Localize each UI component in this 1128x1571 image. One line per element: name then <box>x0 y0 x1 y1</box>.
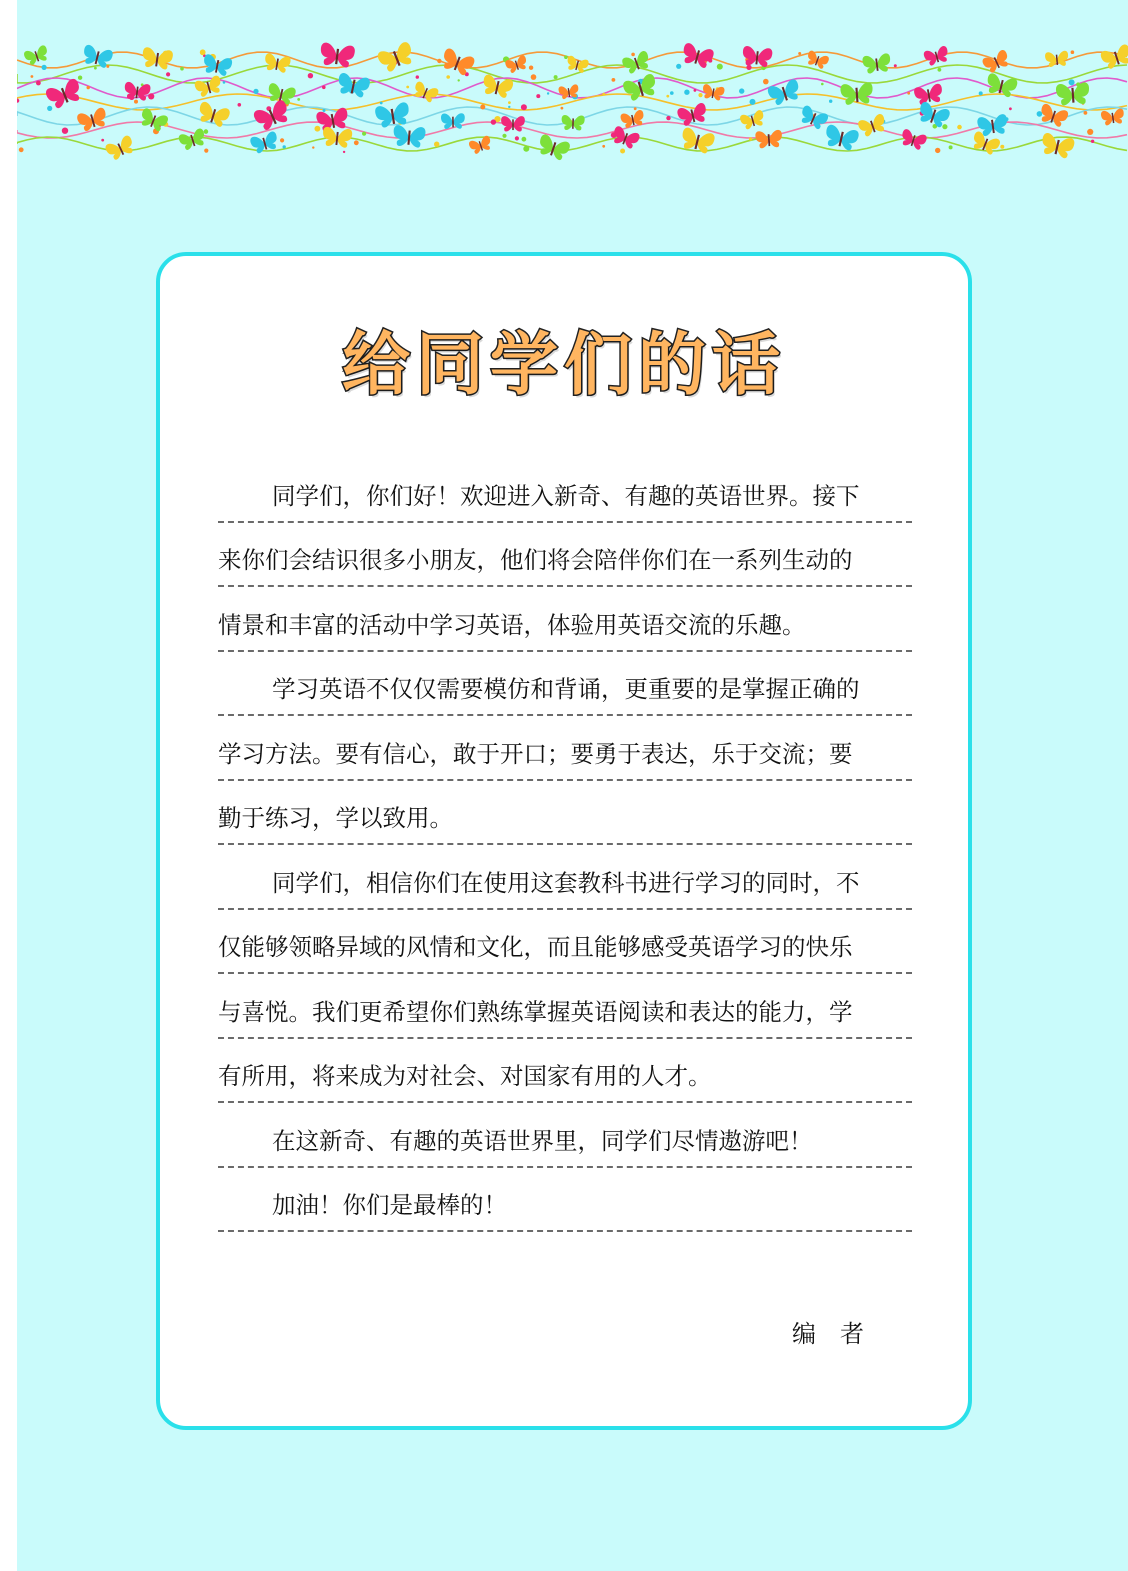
banner-dot <box>634 107 637 110</box>
banner-dot <box>935 148 940 153</box>
letter-line <box>218 716 912 781</box>
butterfly-icon <box>561 115 585 131</box>
line-text: 来你们会结识很多小朋友，他们将会陪伴你们在一系列生动的 <box>218 546 853 574</box>
banner-dot <box>938 68 942 72</box>
butterfly-icon <box>376 41 416 74</box>
butterfly-icon <box>755 130 783 149</box>
banner-dot <box>283 145 286 148</box>
banner-dot <box>750 99 756 105</box>
line-text: 在这新奇、有趣的英语世界里，同学们尽情遨游吧！ <box>272 1126 813 1155</box>
banner-dot <box>949 145 953 149</box>
banner-dot <box>676 64 681 69</box>
banner-dot <box>1087 129 1093 135</box>
banner-dot <box>312 146 314 148</box>
banner-dot <box>508 106 510 108</box>
butterfly-icon <box>138 107 169 133</box>
butterfly-icon <box>141 47 174 71</box>
banner-dot <box>798 52 801 55</box>
banner-dot <box>502 134 506 138</box>
line-text: 学习英语不仅仅需要模仿和背诵，更重要的是掌握正确的 <box>272 675 860 703</box>
banner-dot <box>134 100 138 104</box>
butterfly-icon <box>1045 50 1069 67</box>
banner-dot <box>380 102 383 105</box>
banner-dot <box>280 138 284 142</box>
butterfly-icon <box>1100 43 1128 70</box>
butterfly-icon <box>336 72 371 99</box>
line-text: 学习方法。要有信心，敢于开口；要勇于表达，乐于交流；要 <box>218 739 853 768</box>
banner-dot <box>554 75 558 79</box>
page <box>17 0 1128 1571</box>
butterfly-icon <box>412 81 440 105</box>
butterfly-icon <box>857 113 888 138</box>
butterfly-icon <box>1100 108 1125 126</box>
banner-dot <box>62 128 68 134</box>
banner-dot <box>670 91 674 95</box>
banner-dot <box>942 124 947 129</box>
line-text: 有所用，将来成为对社会、对国家有用的人才。 <box>218 1062 712 1090</box>
line-text: 加油！你们是最棒的！ <box>272 1191 507 1219</box>
banner-dot <box>31 75 34 78</box>
page-title: 给同学们的话 <box>341 326 786 405</box>
banner-dot <box>523 146 529 152</box>
letter-line <box>218 1168 912 1233</box>
banner-dot <box>536 94 540 98</box>
banner-dot <box>694 89 697 92</box>
banner-dot <box>612 78 616 82</box>
letter-card <box>156 252 972 1430</box>
banner-dot <box>1000 145 1004 149</box>
letter-line <box>218 652 912 717</box>
butterfly-icon <box>823 124 860 152</box>
banner-dot <box>406 86 409 89</box>
banner-dot <box>698 93 702 97</box>
banner-dot <box>238 103 242 107</box>
banner-dot <box>515 136 519 140</box>
signature: 编者 <box>792 1320 888 1348</box>
banner-dot <box>315 126 321 132</box>
banner-dot <box>343 151 345 153</box>
banner-dot <box>416 75 419 78</box>
banner-dot <box>223 81 226 84</box>
butterfly-icon <box>923 45 950 67</box>
banner-dot <box>746 65 751 70</box>
butterfly-icon <box>178 128 208 152</box>
butterfly-icon <box>862 53 892 74</box>
banner-dot <box>979 91 983 95</box>
butterfly-icon <box>501 116 525 131</box>
banner-dot <box>87 86 90 89</box>
butterfly-icon <box>899 128 928 151</box>
banner-dot <box>297 98 300 101</box>
banner-dot <box>684 90 689 95</box>
banner-dot <box>354 140 359 145</box>
banner-dot <box>78 76 82 80</box>
butterfly-icon <box>104 134 136 162</box>
banner-dot <box>308 73 313 78</box>
banner-dot <box>739 88 744 93</box>
banner-dot <box>36 81 41 86</box>
butterfly-icon <box>913 83 944 106</box>
banner-dot <box>508 101 511 104</box>
line-text: 同学们，相信你们在使用这套教科书进行学习的同时，不 <box>272 868 860 897</box>
butterfly-icon <box>76 107 109 133</box>
letter-line <box>218 587 912 652</box>
butterfly-icon <box>701 84 725 102</box>
banner-dot <box>907 92 910 95</box>
letter-line <box>218 523 912 588</box>
banner-dot <box>200 49 206 55</box>
banner-dot <box>631 53 635 57</box>
letter-line <box>218 910 912 975</box>
letter-line <box>218 458 912 523</box>
banner-dot <box>620 149 625 154</box>
banner-dot <box>821 83 824 86</box>
banner-dot <box>94 67 97 70</box>
line-text: 与喜悦。我们更希望你们熟练掌握英语阅读和表达的能力，学 <box>218 997 853 1026</box>
banner-dot <box>42 65 47 70</box>
banner-dot <box>1069 79 1075 85</box>
banner-dot <box>437 59 441 63</box>
banner-dot <box>564 55 568 59</box>
line-text: 仅能够领略异域的风情和文化，而且能够感受英语学习的快乐 <box>218 933 853 961</box>
banner-dot <box>106 65 109 68</box>
letter-line <box>218 974 912 1039</box>
banner-dot <box>531 74 537 80</box>
banner-dot <box>362 132 366 136</box>
banner-dot <box>491 119 496 124</box>
butterfly-icon <box>981 49 1011 75</box>
banner-dot <box>47 106 52 111</box>
banner-dot <box>829 100 832 103</box>
banner-dot <box>522 137 527 142</box>
butterfly-icon <box>392 125 426 148</box>
butterfly-icon <box>742 46 773 68</box>
banner-dot <box>1084 111 1088 115</box>
banner-dot <box>17 99 19 103</box>
banner-dot <box>717 64 723 70</box>
letter-body <box>218 458 912 1232</box>
banner-dot <box>666 116 670 120</box>
butterfly-icon <box>840 82 874 105</box>
line-text: 同学们，你们好！欢迎进入新奇、有趣的英语世界。接下 <box>272 481 860 510</box>
banner-dot <box>253 89 258 94</box>
banner-dot <box>763 79 769 85</box>
butterfly-banner <box>17 40 1128 162</box>
butterfly-icon <box>680 42 715 69</box>
line-text: 勤于练习，学以致用。 <box>218 804 453 832</box>
letter-line <box>218 845 912 910</box>
banner-dot <box>1009 107 1012 110</box>
banner-dot <box>521 104 527 110</box>
banner-dot <box>458 79 460 81</box>
butterfly-icon <box>739 109 766 130</box>
banner-dot <box>602 145 605 148</box>
line-text: 情景和丰富的活动中学习英语，体验用英语交流的乐趣。 <box>218 610 806 639</box>
banner-dot <box>547 92 549 94</box>
banner-dot <box>749 137 752 140</box>
butterfly-icon <box>1039 132 1075 160</box>
banner-dot <box>480 105 485 110</box>
banner-dot <box>323 109 326 112</box>
butterfly-icon <box>621 50 652 75</box>
banner-dot <box>101 139 104 142</box>
butterfly-icon <box>319 42 356 68</box>
letter-line <box>218 1039 912 1104</box>
banner-dot <box>180 67 184 71</box>
letter-line <box>218 781 912 846</box>
banner-dot <box>561 107 564 110</box>
banner-dot <box>529 66 533 70</box>
butterfly-icon <box>202 54 233 77</box>
banner-dot <box>322 86 326 90</box>
banner-dot <box>148 93 154 99</box>
banner-dot <box>19 147 24 152</box>
banner-dot <box>204 129 209 134</box>
banner-dot <box>957 125 962 130</box>
banner-dot <box>166 72 170 76</box>
banner-dot <box>1037 111 1043 117</box>
banner-dot <box>666 95 669 98</box>
banner-dot <box>602 93 605 96</box>
banner-dot <box>434 142 439 147</box>
letter-line <box>218 1103 912 1168</box>
banner-dot <box>894 64 897 67</box>
butterfly-icon <box>441 113 465 129</box>
banner-dot <box>1071 50 1075 54</box>
butterfly-icon <box>322 126 353 148</box>
banner-dot <box>446 75 450 79</box>
banner-dot <box>1091 140 1094 143</box>
banner-dot <box>204 149 208 153</box>
